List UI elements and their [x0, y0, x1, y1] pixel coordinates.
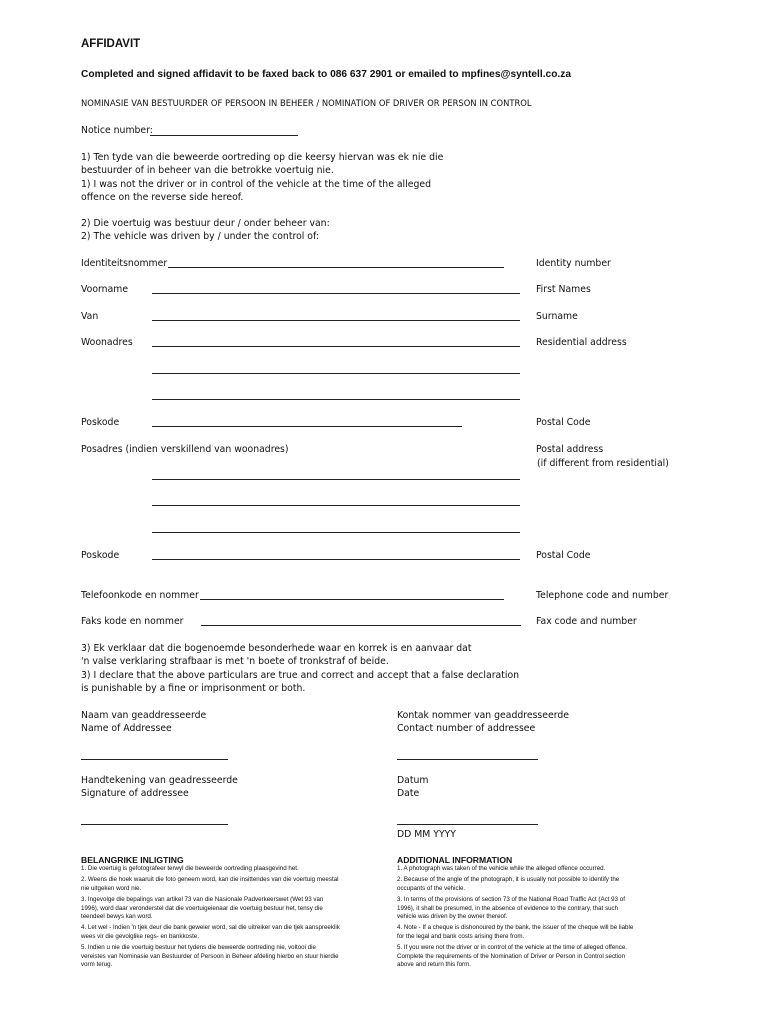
signature-field[interactable] [81, 824, 228, 825]
list-item: 4. Let wel - Indien 'n tjek deur die bank geweier word, sal die uitreiker van die tjek aanspreeklik wees vir die gevolglike regs- en bankkoste. [81, 924, 340, 940]
postal-code-2-label-af: Poskode [81, 550, 120, 561]
notice-number-field[interactable] [150, 135, 298, 136]
list-item: 3. In terms of the provisions of section 73 of the National Road Traffic Act (Act 93 of 1996), it shall be presumed, in the absence of evidence to the contrary, that such vehicle was driven by the owner thereof. [397, 896, 625, 921]
addressee-name-field[interactable] [81, 759, 228, 760]
nomination-heading: NOMINASIE VAN BESTUURDER OF PERSOON IN BEHEER / NOMINATION OF DRIVER OR PERSON IN CONTROL [81, 98, 532, 108]
residential-address-line-1[interactable] [152, 346, 520, 347]
date-format-hint: DD MM YYYY [397, 829, 456, 840]
telephone-field[interactable] [200, 599, 504, 600]
date-field[interactable] [397, 824, 538, 825]
contact-number-field[interactable] [397, 759, 538, 760]
statement-2: 2) Die voertuig was bestuur deur / onder beheer van: 2) The vehicle was driven by / under the control of: [81, 218, 330, 243]
list-item: 2. Weens die hoek waaruit die foto geneem word, kan die insittendes van die voertuig meestal nie uitgeken word nie. [81, 876, 339, 892]
postal-address-label-en: Postal address [536, 444, 604, 455]
postal-code-field[interactable] [152, 426, 462, 427]
signature-label: Handtekening van geadresseerde Signature of addressee [81, 775, 238, 800]
telephone-label-af: Telefoonkode en nommer [81, 590, 199, 601]
postal-address-line-1[interactable] [152, 479, 520, 480]
list-item: 5. Indien u nie die voertuig bestuur het tydens die beweerde oortreding nie, voltooi die vereistes van Nominasie van Bestuurder of Persoon in Beheer afdeling hierbo en stuur hierdie vorm terug. [81, 944, 339, 969]
residential-address-label-en: Residential address [536, 337, 627, 348]
list-item: 4. Note - If a cheque is dishonoured by the bank, the issuer of the cheque will be liable for the legal and bank costs arising there from. [397, 924, 634, 940]
statement-3: 3) Ek verklaar dat die bogenoemde besonderhede waar en korrek is en aanvaar dat 'n valse verklaring strafbaar is met 'n boete of tronkstraf of beide. 3) I declare that the above particulars are true and correct and accept that a false declaration is punishable by a fine or imprisonment or both. [81, 643, 520, 695]
contact-number-label: Kontak nommer van geaddresseerde Contact number of addressee [397, 710, 569, 735]
first-names-label-en: First Names [536, 284, 591, 295]
identity-number-field[interactable] [168, 267, 504, 268]
surname-label-en: Surname [536, 311, 578, 322]
fax-label-af: Faks kode en nommer [81, 616, 184, 627]
notice-number-label: Notice number: [81, 125, 153, 136]
identity-number-label-af: Identiteitsnommer [81, 258, 168, 269]
telephone-label-en: Telephone code and number [536, 590, 669, 601]
list-item: 5. If you were not the driver or in control of the vehicle at the time of alleged offence. Complete the requirements of the Nomination of Driver or Person in Control section above and return this form. [397, 944, 627, 969]
postal-code-label-en: Postal Code [536, 417, 591, 428]
surname-field[interactable] [152, 320, 520, 321]
postal-code-label-af: Poskode [81, 417, 120, 428]
fax-field[interactable] [201, 625, 521, 626]
list-item: 3. Ingevolge die bepalings van artikel 73 van die Nasionale Padverkeerswet (Wet 93 van 1996), word daar veronderstel dat die voertuigeienaar die voertuig bestuur het, tensy die teendeel bewys kan word. [81, 896, 324, 921]
residential-address-label-af: Woonadres [81, 337, 133, 348]
postal-address-note-en: (if different from residential) [537, 458, 669, 469]
list-item: 2. Because of the angle of the photograph, it is usually not possible to identify the occupants of the vehicle. [397, 876, 620, 892]
info-en-list [397, 865, 637, 969]
info-af-list [81, 865, 341, 969]
fax-label-en: Fax code and number [536, 616, 637, 627]
surname-label-af: Van [81, 311, 99, 322]
residential-address-line-2[interactable] [152, 373, 520, 374]
postal-address-line-3[interactable] [152, 532, 520, 533]
submission-instruction: Completed and signed affidavit to be faxed back to 086 637 2901 or emailed to mpfines@syntell.co.za [81, 69, 572, 80]
page-title: AFFIDAVIT [81, 38, 141, 50]
list-item: 1. A photograph was taken of the vehicle while the alleged offence occurred. [397, 865, 606, 872]
info-en-heading: ADDITIONAL INFORMATION [397, 855, 513, 865]
date-label: Datum Date [397, 775, 429, 800]
first-names-field[interactable] [152, 293, 520, 294]
list-item: 1. Die voertuig is gefotografeer terwyl die beweerde oortreding plaasgevind het. [81, 865, 299, 872]
residential-address-line-3[interactable] [152, 399, 520, 400]
addressee-name-label: Naam van geaddresseerde Name of Addressee [81, 710, 207, 735]
identity-number-label-en: Identity number [536, 258, 611, 269]
postal-address-label-af: Posadres (indien verskillend van woonadres) [81, 444, 289, 455]
info-af-heading: BELANGRIKE INLIGTING [81, 855, 184, 865]
statement-1: 1) Ten tyde van die beweerde oortreding op die keersy hiervan was ek nie die bestuurder of in beheer van die betrokke voertuig nie. 1) I was not the driver or in control of the vehicle at the time of the alleged offence on the reverse side hereof. [81, 152, 444, 204]
postal-code-2-field[interactable] [152, 559, 520, 560]
first-names-label-af: Voorname [81, 284, 129, 295]
postal-address-line-2[interactable] [152, 505, 520, 506]
postal-code-2-label-en: Postal Code [536, 550, 591, 561]
